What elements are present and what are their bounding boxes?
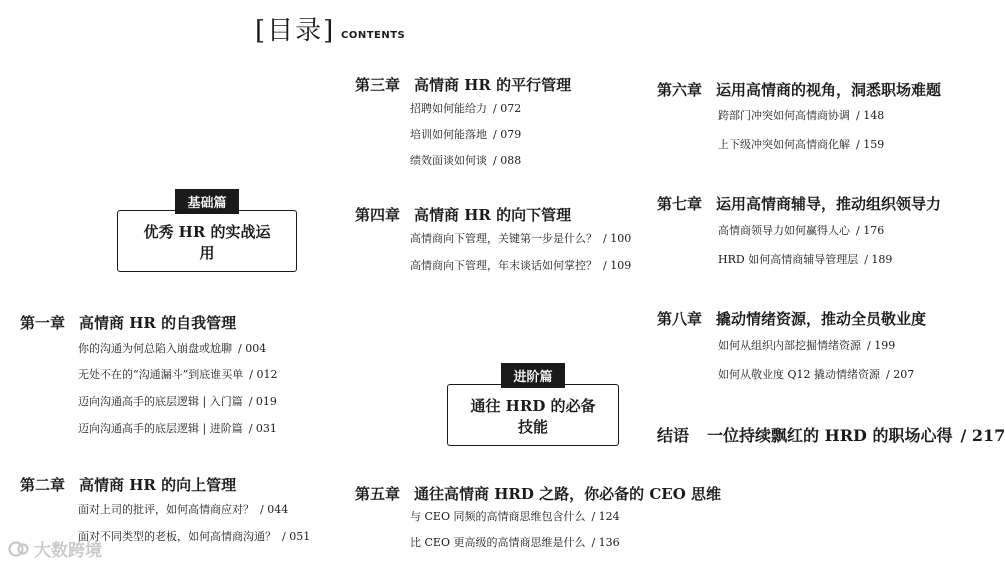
toc-entry[interactable]: 培训如何能落地 / 079: [410, 128, 522, 141]
chapter-title: 运用高情商辅导，推动组织领导力: [716, 195, 942, 213]
chapter-title: 撬动情绪资源，推动全员敬业度: [716, 310, 927, 328]
chapter-title: 通往高情商 HRD 之路，你必备的 CEO 思维: [414, 485, 721, 503]
part-title: 优秀 HR 的实战运用: [117, 210, 297, 272]
watermark: [8, 536, 102, 561]
part-tag: 进阶篇: [501, 363, 564, 388]
chapter-3-heading[interactable]: [355, 74, 571, 95]
chapter-title: 高情商 HR 的向上管理: [79, 476, 237, 494]
watermark-logo-icon: [8, 539, 30, 559]
part-basic: [117, 189, 297, 272]
part-advanced: [447, 363, 619, 446]
chapter-number: 第四章: [355, 206, 401, 224]
part-tag: 基础篇: [175, 189, 238, 214]
page-title: [目录]: [255, 16, 336, 46]
chapter-8-heading[interactable]: [657, 308, 926, 329]
toc-entry[interactable]: HRD 如何高情商辅导管理层 / 189: [718, 253, 893, 266]
chapter-number: 第三章: [355, 76, 401, 94]
toc-entry[interactable]: 面对不同类型的老板，如何高情商沟通？ / 051: [78, 530, 311, 543]
toc-entry[interactable]: 绩效面谈如何谈 / 088: [410, 154, 522, 167]
chapter-number: 第八章: [657, 310, 703, 328]
chapter-title: 运用高情商的视角，洞悉职场难题: [716, 81, 942, 99]
part-title: 通往 HRD 的必备技能: [447, 384, 619, 446]
toc-entry[interactable]: 与 CEO 同频的高情商思维包含什么 / 124: [410, 510, 620, 523]
toc-entry[interactable]: 迈向沟通高手的底层逻辑 | 进阶篇 / 031: [78, 422, 277, 435]
toc-entry[interactable]: 如何从敬业度 Q12 撬动情绪资源 / 207: [718, 368, 915, 381]
toc-entry[interactable]: 跨部门冲突如何高情商协调 / 148: [718, 109, 885, 122]
toc-entry[interactable]: 招聘如何能给力 / 072: [410, 102, 522, 115]
chapter-6-heading[interactable]: [657, 79, 941, 100]
chapter-title: 高情商 HR 的自我管理: [79, 314, 237, 332]
watermark-text: 大数跨境: [34, 541, 102, 561]
chapter-number: 第一章: [20, 314, 66, 332]
toc-entry[interactable]: 无处不在的“沟通漏斗”到底谁买单 / 012: [78, 368, 278, 381]
toc-entry[interactable]: 面对上司的批评，如何高情商应对？ / 044: [78, 503, 289, 516]
toc-entry[interactable]: 如何从组织内部挖掘情绪资源 / 199: [718, 339, 896, 352]
chapter-number: 第七章: [657, 195, 703, 213]
chapter-number: 第二章: [20, 476, 66, 494]
toc-entry[interactable]: 比 CEO 更高级的高情商思维是什么 / 136: [410, 536, 620, 549]
conclusion-label: 结语: [657, 426, 690, 445]
chapter-title: 高情商 HR 的平行管理: [414, 76, 572, 94]
chapter-2-heading[interactable]: [20, 474, 236, 495]
conclusion-title: 一位持续飘红的 HRD 的职场心得: [707, 426, 953, 445]
chapter-1-heading[interactable]: [20, 312, 236, 333]
conclusion-page: / 217: [960, 426, 1005, 445]
toc-entry[interactable]: 高情商向下管理，年末谈话如何掌控？ / 109: [410, 259, 632, 272]
chapter-number: 第五章: [355, 485, 401, 503]
contents-label: CONTENTS: [341, 30, 406, 41]
conclusion-heading[interactable]: [657, 423, 1005, 446]
chapter-5-heading[interactable]: [355, 483, 721, 504]
chapter-4-heading[interactable]: [355, 204, 571, 225]
toc-entry[interactable]: 迈向沟通高手的底层逻辑 | 入门篇 / 019: [78, 395, 277, 408]
toc-entry[interactable]: 上下级冲突如何高情商化解 / 159: [718, 138, 885, 151]
toc-entry[interactable]: 高情商领导力如何赢得人心 / 176: [718, 224, 885, 237]
chapter-number: 第六章: [657, 81, 703, 99]
toc-entry[interactable]: 高情商向下管理，关键第一步是什么？ / 100: [410, 232, 632, 245]
chapter-title: 高情商 HR 的向下管理: [414, 206, 572, 224]
chapter-7-heading[interactable]: [657, 193, 941, 214]
toc-entry[interactable]: 你的沟通为何总陷入崩盘或尬聊 / 004: [78, 342, 267, 355]
